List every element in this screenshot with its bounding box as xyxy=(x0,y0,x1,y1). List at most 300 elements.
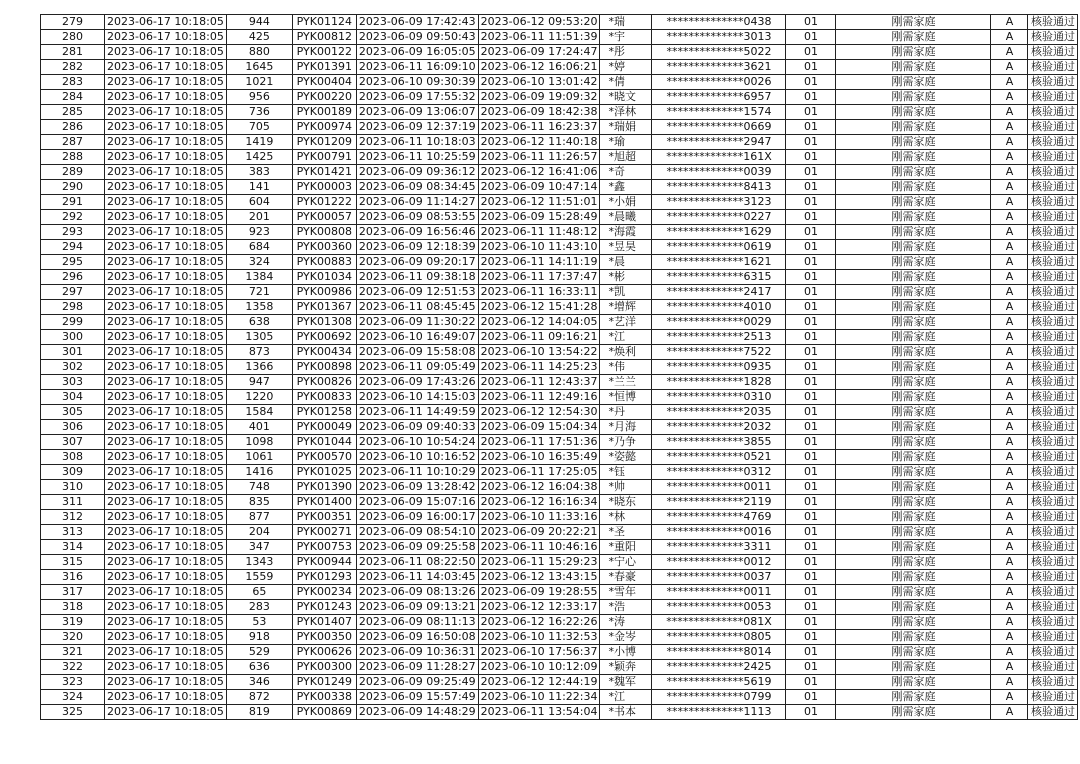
family-count-cell: 01 xyxy=(786,60,836,75)
sequence-number-cell: 918 xyxy=(226,630,292,645)
family-count-cell: 01 xyxy=(786,510,836,525)
masked-id-number-cell: **************0799 xyxy=(652,690,786,705)
row-number-cell: 282 xyxy=(41,60,105,75)
submit-time-cell: 2023-06-09 11:14:27 xyxy=(356,195,478,210)
publish-time-cell: 2023-06-17 10:18:05 xyxy=(105,600,227,615)
family-count-cell: 01 xyxy=(786,300,836,315)
masked-id-number-cell: **************0011 xyxy=(652,480,786,495)
family-type-cell: 刚需家庭 xyxy=(836,15,991,30)
application-id-cell: PYK01367 xyxy=(292,300,356,315)
row-number-cell: 280 xyxy=(41,30,105,45)
row-number-cell: 295 xyxy=(41,255,105,270)
review-time-cell: 2023-06-12 12:33:17 xyxy=(478,600,600,615)
sequence-number-cell: 736 xyxy=(226,105,292,120)
family-type-cell: 刚需家庭 xyxy=(836,120,991,135)
submit-time-cell: 2023-06-11 08:45:45 xyxy=(356,300,478,315)
table-row xyxy=(41,45,1078,60)
review-time-cell: 2023-06-10 13:01:42 xyxy=(478,75,600,90)
review-time-cell: 2023-06-12 16:22:26 xyxy=(478,615,600,630)
row-number-cell: 325 xyxy=(41,705,105,720)
submit-time-cell: 2023-06-11 14:49:59 xyxy=(356,405,478,420)
applicant-name-cell: *昱昊 xyxy=(600,240,652,255)
masked-id-number-cell: **************0312 xyxy=(652,465,786,480)
verification-status-cell: 核验通过 xyxy=(1028,45,1078,60)
masked-id-number-cell: **************1629 xyxy=(652,225,786,240)
applicant-list-sheet xyxy=(40,14,1078,720)
applicant-name-cell: *春豪 xyxy=(600,570,652,585)
masked-id-number-cell: **************0227 xyxy=(652,210,786,225)
review-time-cell: 2023-06-12 11:40:18 xyxy=(478,135,600,150)
family-type-cell: 刚需家庭 xyxy=(836,540,991,555)
family-count-cell: 01 xyxy=(786,345,836,360)
verification-status-cell: 核验通过 xyxy=(1028,555,1078,570)
sequence-number-cell: 529 xyxy=(226,645,292,660)
family-count-cell: 01 xyxy=(786,180,836,195)
family-count-cell: 01 xyxy=(786,630,836,645)
sequence-number-cell: 346 xyxy=(226,675,292,690)
verification-status-cell: 核验通过 xyxy=(1028,360,1078,375)
application-id-cell: PYK00986 xyxy=(292,285,356,300)
family-count-cell: 01 xyxy=(786,210,836,225)
family-count-cell: 01 xyxy=(786,285,836,300)
row-number-cell: 285 xyxy=(41,105,105,120)
family-type-cell: 刚需家庭 xyxy=(836,195,991,210)
review-time-cell: 2023-06-10 11:22:34 xyxy=(478,690,600,705)
masked-id-number-cell: **************0029 xyxy=(652,315,786,330)
publish-time-cell: 2023-06-17 10:18:05 xyxy=(105,465,227,480)
row-number-cell: 289 xyxy=(41,165,105,180)
family-type-cell: 刚需家庭 xyxy=(836,165,991,180)
family-type-cell: 刚需家庭 xyxy=(836,255,991,270)
family-count-cell: 01 xyxy=(786,150,836,165)
publish-time-cell: 2023-06-17 10:18:05 xyxy=(105,135,227,150)
application-id-cell: PYK00883 xyxy=(292,255,356,270)
submit-time-cell: 2023-06-09 12:18:39 xyxy=(356,240,478,255)
applicant-name-cell: *姿懿 xyxy=(600,450,652,465)
review-time-cell: 2023-06-09 18:42:38 xyxy=(478,105,600,120)
applicant-name-cell: *浩 xyxy=(600,600,652,615)
publish-time-cell: 2023-06-17 10:18:05 xyxy=(105,150,227,165)
submit-time-cell: 2023-06-09 08:13:26 xyxy=(356,585,478,600)
verification-status-cell: 核验通过 xyxy=(1028,570,1078,585)
family-count-cell: 01 xyxy=(786,600,836,615)
family-type-cell: 刚需家庭 xyxy=(836,150,991,165)
category-cell: A xyxy=(991,150,1028,165)
submit-time-cell: 2023-06-10 09:30:39 xyxy=(356,75,478,90)
applicant-table xyxy=(40,14,1078,720)
category-cell: A xyxy=(991,495,1028,510)
sequence-number-cell: 819 xyxy=(226,705,292,720)
table-row xyxy=(41,405,1078,420)
category-cell: A xyxy=(991,165,1028,180)
family-count-cell: 01 xyxy=(786,135,836,150)
application-id-cell: PYK00791 xyxy=(292,150,356,165)
publish-time-cell: 2023-06-17 10:18:05 xyxy=(105,480,227,495)
family-count-cell: 01 xyxy=(786,615,836,630)
table-row xyxy=(41,435,1078,450)
application-id-cell: PYK01258 xyxy=(292,405,356,420)
family-count-cell: 01 xyxy=(786,75,836,90)
review-time-cell: 2023-06-09 17:24:47 xyxy=(478,45,600,60)
table-row xyxy=(41,510,1078,525)
sequence-number-cell: 53 xyxy=(226,615,292,630)
sequence-number-cell: 748 xyxy=(226,480,292,495)
publish-time-cell: 2023-06-17 10:18:05 xyxy=(105,420,227,435)
verification-status-cell: 核验通过 xyxy=(1028,285,1078,300)
category-cell: A xyxy=(991,540,1028,555)
row-number-cell: 306 xyxy=(41,420,105,435)
table-row xyxy=(41,90,1078,105)
category-cell: A xyxy=(991,465,1028,480)
sequence-number-cell: 65 xyxy=(226,585,292,600)
verification-status-cell: 核验通过 xyxy=(1028,450,1078,465)
submit-time-cell: 2023-06-09 08:53:55 xyxy=(356,210,478,225)
sequence-number-cell: 283 xyxy=(226,600,292,615)
category-cell: A xyxy=(991,90,1028,105)
category-cell: A xyxy=(991,615,1028,630)
row-number-cell: 307 xyxy=(41,435,105,450)
row-number-cell: 322 xyxy=(41,660,105,675)
application-id-cell: PYK00122 xyxy=(292,45,356,60)
masked-id-number-cell: **************2119 xyxy=(652,495,786,510)
masked-id-number-cell: **************2513 xyxy=(652,330,786,345)
category-cell: A xyxy=(991,675,1028,690)
family-type-cell: 刚需家庭 xyxy=(836,240,991,255)
family-count-cell: 01 xyxy=(786,465,836,480)
masked-id-number-cell: **************1828 xyxy=(652,375,786,390)
review-time-cell: 2023-06-11 13:54:04 xyxy=(478,705,600,720)
applicant-name-cell: *恒博 xyxy=(600,390,652,405)
row-number-cell: 303 xyxy=(41,375,105,390)
verification-status-cell: 核验通过 xyxy=(1028,165,1078,180)
review-time-cell: 2023-06-11 17:37:47 xyxy=(478,270,600,285)
submit-time-cell: 2023-06-11 10:10:29 xyxy=(356,465,478,480)
row-number-cell: 304 xyxy=(41,390,105,405)
review-time-cell: 2023-06-11 14:11:19 xyxy=(478,255,600,270)
applicant-name-cell: *凯 xyxy=(600,285,652,300)
submit-time-cell: 2023-06-09 12:37:19 xyxy=(356,120,478,135)
verification-status-cell: 核验通过 xyxy=(1028,405,1078,420)
applicant-name-cell: *小博 xyxy=(600,645,652,660)
review-time-cell: 2023-06-11 11:51:39 xyxy=(478,30,600,45)
sequence-number-cell: 1343 xyxy=(226,555,292,570)
masked-id-number-cell: **************5022 xyxy=(652,45,786,60)
family-type-cell: 刚需家庭 xyxy=(836,390,991,405)
application-id-cell: PYK00404 xyxy=(292,75,356,90)
verification-status-cell: 核验通过 xyxy=(1028,90,1078,105)
family-type-cell: 刚需家庭 xyxy=(836,645,991,660)
category-cell: A xyxy=(991,435,1028,450)
table-row xyxy=(41,150,1078,165)
publish-time-cell: 2023-06-17 10:18:05 xyxy=(105,615,227,630)
publish-time-cell: 2023-06-17 10:18:05 xyxy=(105,285,227,300)
row-number-cell: 284 xyxy=(41,90,105,105)
publish-time-cell: 2023-06-17 10:18:05 xyxy=(105,435,227,450)
category-cell: A xyxy=(991,225,1028,240)
family-type-cell: 刚需家庭 xyxy=(836,75,991,90)
row-number-cell: 281 xyxy=(41,45,105,60)
masked-id-number-cell: **************1113 xyxy=(652,705,786,720)
family-count-cell: 01 xyxy=(786,195,836,210)
verification-status-cell: 核验通过 xyxy=(1028,420,1078,435)
applicant-name-cell: *圣 xyxy=(600,525,652,540)
masked-id-number-cell: **************0521 xyxy=(652,450,786,465)
family-count-cell: 01 xyxy=(786,540,836,555)
family-type-cell: 刚需家庭 xyxy=(836,300,991,315)
application-id-cell: PYK01400 xyxy=(292,495,356,510)
masked-id-number-cell: **************5619 xyxy=(652,675,786,690)
category-cell: A xyxy=(991,360,1028,375)
submit-time-cell: 2023-06-09 09:13:21 xyxy=(356,600,478,615)
applicant-name-cell: *瑜 xyxy=(600,135,652,150)
applicant-name-cell: *晨曦 xyxy=(600,210,652,225)
applicant-name-cell: *艺洋 xyxy=(600,315,652,330)
category-cell: A xyxy=(991,420,1028,435)
publish-time-cell: 2023-06-17 10:18:05 xyxy=(105,510,227,525)
family-type-cell: 刚需家庭 xyxy=(836,345,991,360)
publish-time-cell: 2023-06-17 10:18:05 xyxy=(105,450,227,465)
family-count-cell: 01 xyxy=(786,675,836,690)
application-id-cell: PYK00057 xyxy=(292,210,356,225)
application-id-cell: PYK00626 xyxy=(292,645,356,660)
category-cell: A xyxy=(991,660,1028,675)
row-number-cell: 291 xyxy=(41,195,105,210)
table-row xyxy=(41,615,1078,630)
review-time-cell: 2023-06-10 11:33:16 xyxy=(478,510,600,525)
publish-time-cell: 2023-06-17 10:18:05 xyxy=(105,120,227,135)
verification-status-cell: 核验通过 xyxy=(1028,675,1078,690)
family-type-cell: 刚需家庭 xyxy=(836,420,991,435)
category-cell: A xyxy=(991,585,1028,600)
application-id-cell: PYK01025 xyxy=(292,465,356,480)
application-id-cell: PYK00003 xyxy=(292,180,356,195)
sequence-number-cell: 705 xyxy=(226,120,292,135)
table-row xyxy=(41,375,1078,390)
masked-id-number-cell: **************3855 xyxy=(652,435,786,450)
publish-time-cell: 2023-06-17 10:18:05 xyxy=(105,300,227,315)
applicant-name-cell: *晨 xyxy=(600,255,652,270)
review-time-cell: 2023-06-09 19:09:32 xyxy=(478,90,600,105)
review-time-cell: 2023-06-09 19:28:55 xyxy=(478,585,600,600)
category-cell: A xyxy=(991,570,1028,585)
applicant-name-cell: *增辉 xyxy=(600,300,652,315)
applicant-name-cell: *重阳 xyxy=(600,540,652,555)
submit-time-cell: 2023-06-09 09:40:33 xyxy=(356,420,478,435)
publish-time-cell: 2023-06-17 10:18:05 xyxy=(105,195,227,210)
verification-status-cell: 核验通过 xyxy=(1028,660,1078,675)
submit-time-cell: 2023-06-09 16:56:46 xyxy=(356,225,478,240)
family-count-cell: 01 xyxy=(786,240,836,255)
application-id-cell: PYK00360 xyxy=(292,240,356,255)
category-cell: A xyxy=(991,195,1028,210)
category-cell: A xyxy=(991,525,1028,540)
sequence-number-cell: 401 xyxy=(226,420,292,435)
publish-time-cell: 2023-06-17 10:18:05 xyxy=(105,375,227,390)
publish-time-cell: 2023-06-17 10:18:05 xyxy=(105,180,227,195)
sequence-number-cell: 201 xyxy=(226,210,292,225)
sequence-number-cell: 1220 xyxy=(226,390,292,405)
review-time-cell: 2023-06-09 15:28:49 xyxy=(478,210,600,225)
masked-id-number-cell: **************3013 xyxy=(652,30,786,45)
submit-time-cell: 2023-06-09 12:51:53 xyxy=(356,285,478,300)
verification-status-cell: 核验通过 xyxy=(1028,195,1078,210)
family-type-cell: 刚需家庭 xyxy=(836,510,991,525)
masked-id-number-cell: **************0805 xyxy=(652,630,786,645)
category-cell: A xyxy=(991,630,1028,645)
applicant-name-cell: *旭超 xyxy=(600,150,652,165)
submit-time-cell: 2023-06-09 14:48:29 xyxy=(356,705,478,720)
publish-time-cell: 2023-06-17 10:18:05 xyxy=(105,570,227,585)
family-count-cell: 01 xyxy=(786,225,836,240)
masked-id-number-cell: **************8413 xyxy=(652,180,786,195)
masked-id-number-cell: **************4769 xyxy=(652,510,786,525)
row-number-cell: 309 xyxy=(41,465,105,480)
family-count-cell: 01 xyxy=(786,390,836,405)
verification-status-cell: 核验通过 xyxy=(1028,300,1078,315)
application-id-cell: PYK00300 xyxy=(292,660,356,675)
category-cell: A xyxy=(991,345,1028,360)
submit-time-cell: 2023-06-09 16:50:08 xyxy=(356,630,478,645)
sequence-number-cell: 944 xyxy=(226,15,292,30)
application-id-cell: PYK00944 xyxy=(292,555,356,570)
table-row xyxy=(41,585,1078,600)
table-row xyxy=(41,360,1078,375)
masked-id-number-cell: **************2425 xyxy=(652,660,786,675)
row-number-cell: 286 xyxy=(41,120,105,135)
review-time-cell: 2023-06-12 16:04:38 xyxy=(478,480,600,495)
verification-status-cell: 核验通过 xyxy=(1028,630,1078,645)
review-time-cell: 2023-06-10 16:35:49 xyxy=(478,450,600,465)
table-row xyxy=(41,660,1078,675)
table-row xyxy=(41,15,1078,30)
family-count-cell: 01 xyxy=(786,315,836,330)
family-type-cell: 刚需家庭 xyxy=(836,465,991,480)
family-count-cell: 01 xyxy=(786,405,836,420)
verification-status-cell: 核验通过 xyxy=(1028,615,1078,630)
row-number-cell: 313 xyxy=(41,525,105,540)
submit-time-cell: 2023-06-09 10:36:31 xyxy=(356,645,478,660)
applicant-name-cell: *焕利 xyxy=(600,345,652,360)
category-cell: A xyxy=(991,690,1028,705)
verification-status-cell: 核验通过 xyxy=(1028,600,1078,615)
application-id-cell: PYK01044 xyxy=(292,435,356,450)
category-cell: A xyxy=(991,210,1028,225)
table-row xyxy=(41,555,1078,570)
applicant-name-cell: *晓东 xyxy=(600,495,652,510)
review-time-cell: 2023-06-11 15:29:23 xyxy=(478,555,600,570)
masked-id-number-cell: **************3123 xyxy=(652,195,786,210)
verification-status-cell: 核验通过 xyxy=(1028,435,1078,450)
family-type-cell: 刚需家庭 xyxy=(836,180,991,195)
masked-id-number-cell: **************0012 xyxy=(652,555,786,570)
family-count-cell: 01 xyxy=(786,45,836,60)
sequence-number-cell: 923 xyxy=(226,225,292,240)
family-count-cell: 01 xyxy=(786,330,836,345)
application-id-cell: PYK00570 xyxy=(292,450,356,465)
application-id-cell: PYK00826 xyxy=(292,375,356,390)
category-cell: A xyxy=(991,270,1028,285)
application-id-cell: PYK00869 xyxy=(292,705,356,720)
applicant-name-cell: *倩 xyxy=(600,75,652,90)
family-type-cell: 刚需家庭 xyxy=(836,675,991,690)
family-count-cell: 01 xyxy=(786,360,836,375)
submit-time-cell: 2023-06-09 08:54:10 xyxy=(356,525,478,540)
applicant-name-cell: *江 xyxy=(600,330,652,345)
verification-status-cell: 核验通过 xyxy=(1028,690,1078,705)
submit-time-cell: 2023-06-11 10:18:03 xyxy=(356,135,478,150)
family-count-cell: 01 xyxy=(786,15,836,30)
sequence-number-cell: 872 xyxy=(226,690,292,705)
submit-time-cell: 2023-06-09 08:11:13 xyxy=(356,615,478,630)
submit-time-cell: 2023-06-09 15:07:16 xyxy=(356,495,478,510)
category-cell: A xyxy=(991,135,1028,150)
table-row xyxy=(41,300,1078,315)
submit-time-cell: 2023-06-09 11:28:27 xyxy=(356,660,478,675)
review-time-cell: 2023-06-10 11:43:10 xyxy=(478,240,600,255)
verification-status-cell: 核验通过 xyxy=(1028,135,1078,150)
table-row xyxy=(41,240,1078,255)
submit-time-cell: 2023-06-10 14:15:03 xyxy=(356,390,478,405)
family-count-cell: 01 xyxy=(786,690,836,705)
table-row xyxy=(41,345,1078,360)
family-count-cell: 01 xyxy=(786,120,836,135)
applicant-name-cell: *彤 xyxy=(600,45,652,60)
masked-id-number-cell: **************0438 xyxy=(652,15,786,30)
family-count-cell: 01 xyxy=(786,555,836,570)
publish-time-cell: 2023-06-17 10:18:05 xyxy=(105,555,227,570)
category-cell: A xyxy=(991,315,1028,330)
family-type-cell: 刚需家庭 xyxy=(836,375,991,390)
family-type-cell: 刚需家庭 xyxy=(836,600,991,615)
family-type-cell: 刚需家庭 xyxy=(836,435,991,450)
review-time-cell: 2023-06-12 11:51:01 xyxy=(478,195,600,210)
review-time-cell: 2023-06-12 15:41:28 xyxy=(478,300,600,315)
family-type-cell: 刚需家庭 xyxy=(836,60,991,75)
row-number-cell: 297 xyxy=(41,285,105,300)
row-number-cell: 288 xyxy=(41,150,105,165)
submit-time-cell: 2023-06-09 17:43:26 xyxy=(356,375,478,390)
review-time-cell: 2023-06-12 09:53:20 xyxy=(478,15,600,30)
publish-time-cell: 2023-06-17 10:18:05 xyxy=(105,90,227,105)
publish-time-cell: 2023-06-17 10:18:05 xyxy=(105,315,227,330)
category-cell: A xyxy=(991,30,1028,45)
application-id-cell: PYK00338 xyxy=(292,690,356,705)
table-row xyxy=(41,450,1078,465)
verification-status-cell: 核验通过 xyxy=(1028,525,1078,540)
publish-time-cell: 2023-06-17 10:18:05 xyxy=(105,390,227,405)
applicant-name-cell: *丹 xyxy=(600,405,652,420)
family-type-cell: 刚需家庭 xyxy=(836,570,991,585)
category-cell: A xyxy=(991,240,1028,255)
table-row xyxy=(41,75,1078,90)
family-count-cell: 01 xyxy=(786,450,836,465)
publish-time-cell: 2023-06-17 10:18:05 xyxy=(105,75,227,90)
applicant-name-cell: *雪年 xyxy=(600,585,652,600)
row-number-cell: 316 xyxy=(41,570,105,585)
applicant-name-cell: *宇 xyxy=(600,30,652,45)
review-time-cell: 2023-06-11 11:26:57 xyxy=(478,150,600,165)
application-id-cell: PYK00692 xyxy=(292,330,356,345)
table-row xyxy=(41,540,1078,555)
application-id-cell: PYK01308 xyxy=(292,315,356,330)
applicant-name-cell: *月海 xyxy=(600,420,652,435)
row-number-cell: 300 xyxy=(41,330,105,345)
application-id-cell: PYK01249 xyxy=(292,675,356,690)
table-row xyxy=(41,645,1078,660)
masked-id-number-cell: **************6957 xyxy=(652,90,786,105)
table-row xyxy=(41,630,1078,645)
masked-id-number-cell: **************2035 xyxy=(652,405,786,420)
